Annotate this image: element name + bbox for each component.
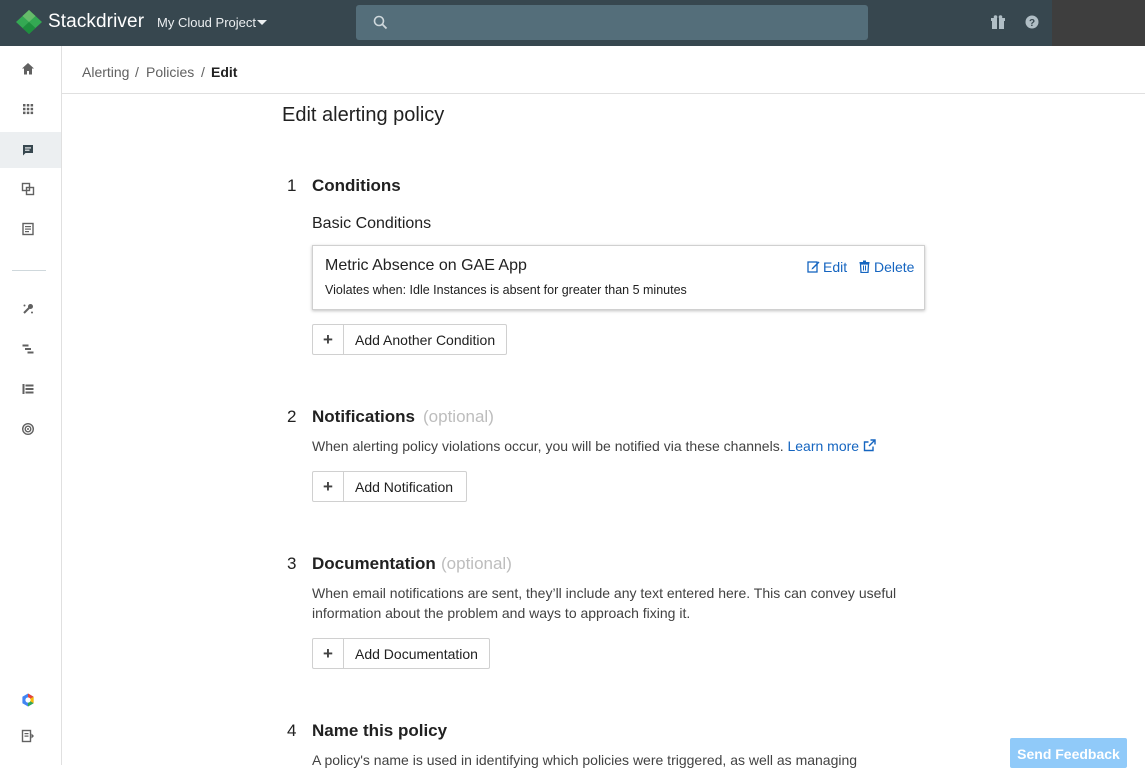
help-icon[interactable] bbox=[1024, 14, 1040, 30]
add-condition-button[interactable] bbox=[312, 324, 507, 355]
list-icon bbox=[21, 382, 35, 396]
notifications-description-text: When alerting policy violations occur, you will be notified via these channels. bbox=[312, 438, 784, 454]
nav-logs[interactable] bbox=[0, 371, 61, 407]
optional-tag: (optional) bbox=[441, 554, 512, 573]
nav-dashboards[interactable] bbox=[0, 91, 61, 127]
edit-label: Edit bbox=[823, 259, 848, 275]
add-documentation-button[interactable] bbox=[312, 638, 490, 669]
send-feedback-button[interactable]: Send Feedback bbox=[1010, 738, 1127, 768]
learn-more-link[interactable] bbox=[787, 438, 875, 454]
collapse-panel-icon bbox=[21, 729, 35, 743]
basic-conditions-heading: Basic Conditions bbox=[312, 215, 432, 232]
nav-profiler[interactable] bbox=[0, 411, 61, 447]
condition-title: Metric Absence on GAE App bbox=[325, 257, 527, 274]
learn-more-label: Learn more bbox=[787, 438, 860, 454]
breadcrumb bbox=[62, 46, 1145, 94]
add-notification-button[interactable] bbox=[312, 471, 467, 502]
breadcrumb-policies[interactable]: Policies bbox=[146, 64, 195, 80]
svg-text:?: ? bbox=[1028, 17, 1036, 29]
page-title: Edit alerting policy bbox=[282, 104, 445, 126]
condition-card bbox=[312, 245, 925, 310]
google-cloud-icon bbox=[21, 693, 35, 707]
notifications-heading: Notifications bbox=[312, 407, 415, 426]
nav-trace[interactable] bbox=[0, 331, 61, 367]
condition-description: Violates when: Idle Instances is absent for greater than 5 minutes bbox=[325, 283, 687, 297]
optional-tag: (optional) bbox=[423, 407, 494, 426]
nav-groups[interactable] bbox=[0, 211, 61, 247]
plus-icon: + bbox=[313, 472, 344, 501]
add-documentation-label: Add Documentation bbox=[355, 646, 478, 662]
breadcrumb-alerting[interactable]: Alerting bbox=[82, 64, 130, 80]
documentation-description-line2: information about the problem and ways to approach fixing it. bbox=[312, 605, 691, 621]
account-avatar[interactable] bbox=[1052, 0, 1145, 46]
nav-alerting[interactable] bbox=[0, 132, 61, 168]
documentation-description-line1: When email notifications are sent, they’ll include any text entered here. This can convey useful bbox=[312, 585, 897, 601]
nav-cloud-console[interactable] bbox=[0, 682, 61, 718]
nav-home[interactable] bbox=[0, 51, 61, 87]
copy-squares-icon bbox=[21, 182, 35, 196]
nav-debug[interactable] bbox=[0, 291, 61, 327]
target-icon bbox=[21, 422, 35, 436]
plus-icon: + bbox=[313, 325, 344, 354]
delete-condition-button[interactable] bbox=[858, 259, 914, 275]
rail-divider bbox=[12, 270, 46, 271]
add-condition-label: Add Another Condition bbox=[355, 332, 496, 348]
search-input[interactable] bbox=[356, 5, 868, 40]
plus-icon: + bbox=[313, 639, 344, 668]
name-policy-description: A policy's name is used in identifying which policies were triggered, as well as managing bbox=[312, 752, 858, 768]
grid-icon bbox=[21, 102, 35, 116]
edit-condition-button[interactable] bbox=[807, 259, 847, 275]
top-bar bbox=[0, 0, 1145, 46]
name-policy-heading: Name this policy bbox=[312, 721, 448, 740]
conditions-heading: Conditions bbox=[312, 176, 401, 195]
delete-label: Delete bbox=[874, 259, 915, 275]
breadcrumb-separator: / bbox=[201, 64, 205, 80]
brand-name[interactable]: Stackdriver bbox=[48, 11, 145, 32]
document-list-icon bbox=[21, 222, 35, 236]
nav-uptime[interactable] bbox=[0, 171, 61, 207]
documentation-heading: Documentation bbox=[312, 554, 436, 573]
step-number: 2 bbox=[287, 407, 297, 426]
breadcrumb-current: Edit bbox=[211, 64, 238, 80]
breadcrumb-separator: / bbox=[135, 64, 139, 80]
gift-icon[interactable] bbox=[990, 14, 1006, 30]
external-link-icon bbox=[863, 439, 876, 452]
trace-bars-icon bbox=[21, 342, 35, 356]
step-number: 3 bbox=[287, 554, 297, 573]
debug-icon bbox=[21, 302, 35, 316]
edit-icon bbox=[807, 260, 820, 273]
project-selector[interactable]: My Cloud Project bbox=[157, 15, 256, 30]
home-icon bbox=[21, 62, 35, 76]
trash-icon bbox=[858, 260, 871, 273]
stackdriver-logo-icon[interactable] bbox=[16, 10, 42, 34]
step-number: 1 bbox=[287, 176, 297, 195]
left-nav-rail bbox=[0, 46, 62, 765]
step-number: 4 bbox=[287, 721, 297, 740]
search-icon bbox=[373, 15, 388, 30]
add-notification-label: Add Notification bbox=[355, 479, 454, 495]
alert-message-icon bbox=[21, 143, 35, 157]
nav-collapse[interactable] bbox=[0, 718, 61, 754]
notifications-description bbox=[312, 436, 876, 456]
caret-down-icon[interactable] bbox=[257, 20, 267, 25]
